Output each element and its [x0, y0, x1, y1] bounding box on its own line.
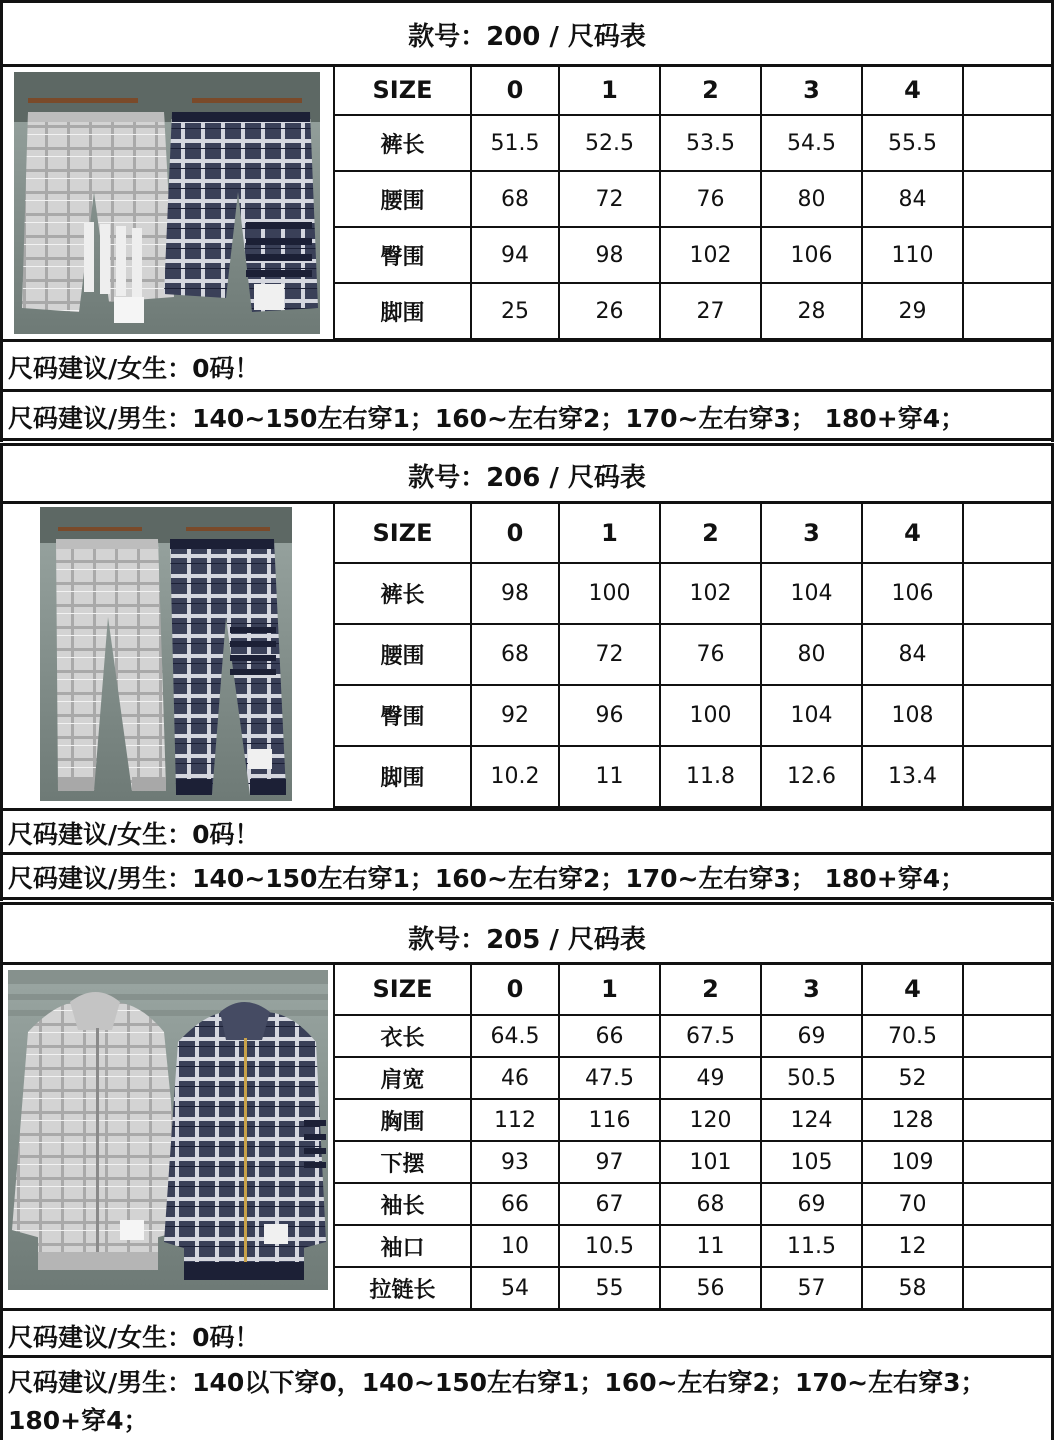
- header-cell: 0: [471, 65, 559, 115]
- value-cell: [963, 1225, 1054, 1267]
- value-cell: 11.8: [660, 746, 761, 807]
- header-cell: SIZE: [334, 963, 471, 1015]
- value-cell: 128: [862, 1099, 963, 1141]
- value-cell: 102: [660, 227, 761, 283]
- size-table: [333, 64, 1054, 340]
- value-cell: 94: [471, 227, 559, 283]
- value-cell: 67.5: [660, 1015, 761, 1057]
- value-cell: 54: [471, 1267, 559, 1309]
- row-label: 下摆: [334, 1141, 471, 1183]
- header-cell: 2: [660, 65, 761, 115]
- row-label: 袖长: [334, 1183, 471, 1225]
- value-cell: 52: [862, 1057, 963, 1099]
- value-cell: 11: [660, 1225, 761, 1267]
- product-photo-shorts: [14, 72, 320, 334]
- product-photo-hoodies: [8, 970, 328, 1290]
- header-cell: SIZE: [334, 65, 471, 115]
- value-cell: 58: [862, 1267, 963, 1309]
- value-cell: 100: [660, 685, 761, 746]
- value-cell: [963, 115, 1054, 171]
- value-cell: 25: [471, 283, 559, 339]
- header-cell: 1: [559, 502, 660, 563]
- value-cell: 104: [761, 685, 862, 746]
- header-cell: 4: [862, 65, 963, 115]
- table-row: [334, 1183, 1054, 1225]
- size-table: [333, 501, 1054, 808]
- header-cell: 1: [559, 963, 660, 1015]
- value-cell: [963, 685, 1054, 746]
- value-cell: 120: [660, 1099, 761, 1141]
- value-cell: 70.5: [862, 1015, 963, 1057]
- value-cell: 108: [862, 685, 963, 746]
- value-cell: 116: [559, 1099, 660, 1141]
- value-cell: 27: [660, 283, 761, 339]
- value-cell: 124: [761, 1099, 862, 1141]
- value-cell: 46: [471, 1057, 559, 1099]
- value-cell: 69: [761, 1183, 862, 1225]
- header-cell: 4: [862, 963, 963, 1015]
- table-row: [334, 1099, 1054, 1141]
- row-label: 脚围: [334, 283, 471, 339]
- header-cell: 3: [761, 65, 862, 115]
- table-row: [334, 283, 1054, 339]
- header-cell: 3: [761, 963, 862, 1015]
- value-cell: 54.5: [761, 115, 862, 171]
- table-header-row: [334, 963, 1054, 1015]
- value-cell: 98: [559, 227, 660, 283]
- row-label: 衣长: [334, 1015, 471, 1057]
- table-header-row: [334, 65, 1054, 115]
- value-cell: 13.4: [862, 746, 963, 807]
- size-advice-male: 尺码建议/男生：140~150左右穿1；160~左右穿2；170~左右穿3； 180+穿4；: [8, 864, 966, 893]
- value-cell: 68: [660, 1183, 761, 1225]
- value-cell: 92: [471, 685, 559, 746]
- value-cell: [963, 1099, 1054, 1141]
- table-row: [334, 115, 1054, 171]
- size-chart-206: [0, 443, 1054, 901]
- value-cell: 105: [761, 1141, 862, 1183]
- value-cell: 56: [660, 1267, 761, 1309]
- value-cell: [963, 1183, 1054, 1225]
- header-cell: [963, 963, 1054, 1015]
- value-cell: 66: [559, 1015, 660, 1057]
- value-cell: 112: [471, 1099, 559, 1141]
- value-cell: 98: [471, 563, 559, 624]
- header-cell: [963, 65, 1054, 115]
- value-cell: 12: [862, 1225, 963, 1267]
- value-cell: [963, 1057, 1054, 1099]
- value-cell: 50.5: [761, 1057, 862, 1099]
- value-cell: 55: [559, 1267, 660, 1309]
- row-label: 脚围: [334, 746, 471, 807]
- row-label: 腰围: [334, 171, 471, 227]
- row-label: 胸围: [334, 1099, 471, 1141]
- header-cell: 0: [471, 502, 559, 563]
- header-cell: 0: [471, 963, 559, 1015]
- value-cell: [963, 171, 1054, 227]
- table-row: [334, 1267, 1054, 1309]
- value-cell: 53.5: [660, 115, 761, 171]
- value-cell: 84: [862, 624, 963, 685]
- table-row: [334, 1225, 1054, 1267]
- header-cell: 1: [559, 65, 660, 115]
- value-cell: 84: [862, 171, 963, 227]
- size-advice-female: 尺码建议/女生：0码！: [8, 354, 260, 383]
- value-cell: 101: [660, 1141, 761, 1183]
- header-cell: SIZE: [334, 502, 471, 563]
- size-table: [333, 962, 1054, 1310]
- header-cell: 2: [660, 963, 761, 1015]
- row-label: 袖口: [334, 1225, 471, 1267]
- row-label: 裤长: [334, 563, 471, 624]
- size-advice-male-continued: 180+穿4；: [8, 1406, 149, 1435]
- value-cell: 28: [761, 283, 862, 339]
- size-advice-male: 尺码建议/男生：140以下穿0，140~150左右穿1；160~左右穿2；170~左右穿3；: [8, 1368, 986, 1397]
- size-chart-205: [0, 902, 1054, 1440]
- header-cell: 4: [862, 502, 963, 563]
- value-cell: 47.5: [559, 1057, 660, 1099]
- value-cell: 10.2: [471, 746, 559, 807]
- value-cell: [963, 1015, 1054, 1057]
- value-cell: 106: [761, 227, 862, 283]
- table-row: [334, 685, 1054, 746]
- value-cell: 72: [559, 624, 660, 685]
- value-cell: [963, 624, 1054, 685]
- value-cell: 51.5: [471, 115, 559, 171]
- value-cell: [963, 1141, 1054, 1183]
- value-cell: 55.5: [862, 115, 963, 171]
- value-cell: 57: [761, 1267, 862, 1309]
- product-photo-pants: [40, 507, 292, 801]
- value-cell: [963, 283, 1054, 339]
- table-row: [334, 227, 1054, 283]
- table-row: [334, 1057, 1054, 1099]
- value-cell: 97: [559, 1141, 660, 1183]
- chart-title: 款号：206 / 尺码表: [408, 463, 646, 493]
- value-cell: 104: [761, 563, 862, 624]
- table-row: [334, 746, 1054, 807]
- value-cell: [963, 1267, 1054, 1309]
- table-row: [334, 624, 1054, 685]
- value-cell: 10.5: [559, 1225, 660, 1267]
- value-cell: 76: [660, 171, 761, 227]
- size-chart-200: [0, 0, 1054, 442]
- row-label: 臀围: [334, 227, 471, 283]
- size-advice-female: 尺码建议/女生：0码！: [8, 1323, 260, 1352]
- chart-title: 款号：200 / 尺码表: [408, 22, 646, 52]
- row-label: 臀围: [334, 685, 471, 746]
- row-label: 肩宽: [334, 1057, 471, 1099]
- table-row: [334, 1015, 1054, 1057]
- table-row: [334, 1141, 1054, 1183]
- value-cell: 26: [559, 283, 660, 339]
- value-cell: 11: [559, 746, 660, 807]
- row-label: 裤长: [334, 115, 471, 171]
- value-cell: 66: [471, 1183, 559, 1225]
- table-row: [334, 171, 1054, 227]
- header-cell: [963, 502, 1054, 563]
- value-cell: 100: [559, 563, 660, 624]
- table-header-row: [334, 502, 1054, 563]
- value-cell: [963, 746, 1054, 807]
- row-label: 拉链长: [334, 1267, 471, 1309]
- size-advice-male: 尺码建议/男生：140~150左右穿1；160~左右穿2；170~左右穿3； 180+穿4；: [8, 404, 966, 433]
- value-cell: 110: [862, 227, 963, 283]
- row-label: 腰围: [334, 624, 471, 685]
- value-cell: 102: [660, 563, 761, 624]
- value-cell: 68: [471, 171, 559, 227]
- value-cell: 67: [559, 1183, 660, 1225]
- size-advice-female: 尺码建议/女生：0码！: [8, 820, 260, 849]
- value-cell: 80: [761, 171, 862, 227]
- value-cell: 70: [862, 1183, 963, 1225]
- value-cell: 93: [471, 1141, 559, 1183]
- value-cell: 76: [660, 624, 761, 685]
- value-cell: 80: [761, 624, 862, 685]
- value-cell: 12.6: [761, 746, 862, 807]
- value-cell: 29: [862, 283, 963, 339]
- chart-title: 款号：205 / 尺码表: [408, 925, 646, 955]
- value-cell: [963, 227, 1054, 283]
- value-cell: 64.5: [471, 1015, 559, 1057]
- value-cell: 49: [660, 1057, 761, 1099]
- value-cell: [963, 563, 1054, 624]
- value-cell: 109: [862, 1141, 963, 1183]
- value-cell: 68: [471, 624, 559, 685]
- value-cell: 52.5: [559, 115, 660, 171]
- value-cell: 106: [862, 563, 963, 624]
- value-cell: 11.5: [761, 1225, 862, 1267]
- table-row: [334, 563, 1054, 624]
- value-cell: 72: [559, 171, 660, 227]
- value-cell: 96: [559, 685, 660, 746]
- header-cell: 2: [660, 502, 761, 563]
- value-cell: 69: [761, 1015, 862, 1057]
- header-cell: 3: [761, 502, 862, 563]
- value-cell: 10: [471, 1225, 559, 1267]
